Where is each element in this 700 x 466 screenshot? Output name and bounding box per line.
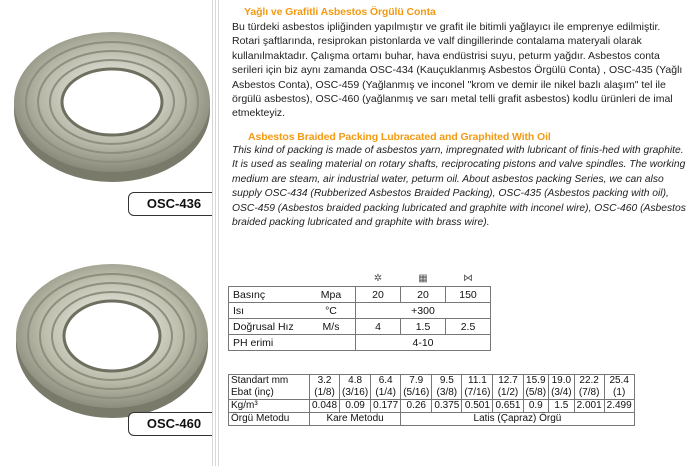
packing-coil-photo [8, 2, 214, 200]
table-row: Örgü Metodu Kare Metodu Latis (Çapraz) Örgü [229, 413, 635, 426]
divider [212, 0, 220, 466]
table-row: Ebat (inç) (1/8) (3/16) (1/4) (5/16) (3/8) (7/16) (1/2) (5/8) (3/4) (7/8) (1) [229, 387, 635, 400]
table-row: Kg/m³ 0.048 0.09 0.177 0.26 0.375 0.501 0.651 0.9 1.5 2.001 2.499 [229, 400, 635, 413]
size-table [228, 374, 635, 426]
turkish-heading: Yağlı ve Grafitli Asbestos Örgülü Conta [244, 6, 436, 18]
table-row: Isı °C +300 [229, 303, 491, 319]
english-description: This kind of packing is made of asbestos yarn, impregnated with lubricant of finis-hed with graphite. It is used as sealing material on rotary shafts, reciprocating pistons and valve spindles. The working medium are steam, air industrial water, peturm oil. About asbestos packing Series, we can also supply OSC-434 (Rubberized Asbestos Braided Packing), OSC-435 (Asbestos packing with oil), OSC-459 (Asbestos braided packing lubricated and graphite with inconel wire), OSC-460 (Asbestos braided packing lubricated and graphite with brass wire). [232, 145, 686, 229]
table-row: PH erimi 4-10 [229, 335, 491, 351]
turkish-description: Bu türdeki asbestos ipliğinden yapılmıştır ve grafit ile bitimli yağlayıcı ile emprenye edilmiştir. Rotari şaftlarında, resiprokan pistonlarda ve valf dingillerinde contalama materyali olarak kullanılmaktadır. Çalışma ortamı buhar, hava endüstrisi suyu, peturm yağdır. Asbestos conta serileri için biz aynı zamanda OSC-434 (Kauçuklanmış Asbestos Örgülü Conta) , OSC-435 (Yağlı Asbestos Conta), OSC-459 (Yağlanmış ve inconel "krom ve demir ile nikel bazlı alaşım" tel ile örgülü asbestos), OSC-460 (yağlanmış ve sarı metal telli grafit asbestos) kodlu ürünleri de imal etmekteyiz. [232, 21, 683, 120]
valve-icon: ⋈ [446, 270, 491, 287]
table-row: Standart mm 3.2 4.8 6.4 7.9 9.5 11.1 12.7 15.9 19.0 22.2 25.4 [229, 375, 635, 388]
rotary-icon: ✲ [356, 270, 401, 287]
packing-coil-photo [8, 240, 214, 438]
english-heading: Asbestos Braided Packing Lubracated and Graphited With Oil [248, 131, 551, 143]
reciprocating-icon: ▦ [401, 270, 446, 287]
product-code-label: OSC-436 [128, 192, 220, 216]
product-code-label: OSC-460 [128, 412, 220, 436]
table-row: Doğrusal Hız M/s 4 1.5 2.5 [229, 319, 491, 335]
product-images-column [0, 0, 226, 466]
table-row: Basınç Mpa 20 20 150 [229, 287, 491, 303]
spec-table [228, 270, 491, 351]
